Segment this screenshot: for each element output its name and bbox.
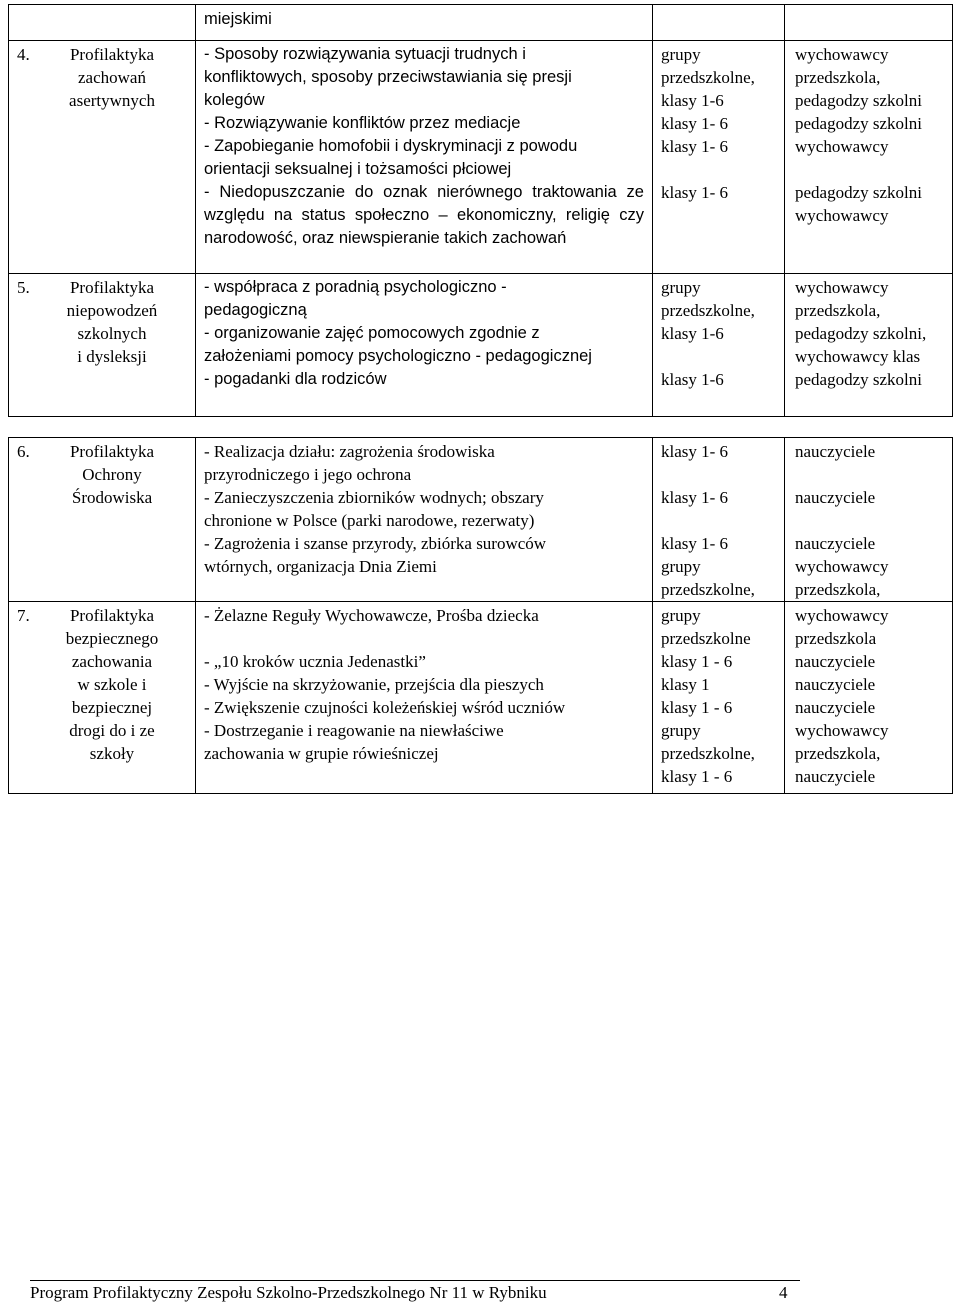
row-4-topic-cell — [9, 41, 196, 274]
page-footer — [30, 1280, 800, 1305]
cell-empty — [9, 5, 196, 41]
row-5-description: - współpraca z poradnią psychologiczno - pedagogiczną - organizowanie zajęć pomocowych zgodnie z założeniami pomocy psychologiczno - pedagogicznej - pogadanki dla rodziców — [196, 274, 653, 417]
page-number: 4 — [779, 1283, 788, 1302]
row-topic: Profilaktyka niepowodzeń szkolnych i dysleksji — [66, 278, 158, 366]
row-6-groups: klasy 1- 6 klasy 1- 6 klasy 1- 6 grupy przedszkolne, — [653, 438, 785, 602]
program-table-1 — [8, 4, 953, 417]
row-4-groups: grupy przedszkolne, klasy 1-6 klasy 1- 6 klasy 1- 6 klasy 1- 6 — [653, 41, 785, 274]
row-4-responsible: wychowawcy przedszkola, pedagodzy szkolni pedagodzy szkolni wychowawcy pedagodzy szkolni wychowawcy — [785, 41, 953, 274]
row-topic: Profilaktyka zachowań asertywnych — [69, 45, 155, 110]
cell-empty — [785, 5, 953, 41]
row-6-topic-cell — [9, 438, 196, 602]
row-number: 6. — [17, 442, 30, 461]
row-4-description: - Sposoby rozwiązywania sytuacji trudnych i konfliktowych, sposoby przeciwstawiania się presji kolegów - Rozwiązywanie konfliktów przez mediacje - Zapobieganie homofobii i dyskryminacji z powodu orientacji seksualnej i tożsamości płciowej - Niedopuszczanie do oznak nierównego traktowania ze względu na status społeczno – ekonomiczny, religię czy narodowość, oraz niewspieranie takich zachowań — [196, 41, 653, 274]
row-number: 7. — [17, 606, 30, 625]
row-5-responsible: wychowawcy przedszkola, pedagodzy szkolni, wychowawcy klas pedagodzy szkolni — [785, 274, 953, 417]
row-6-responsible: nauczyciele nauczyciele nauczyciele wychowawcy przedszkola, — [785, 438, 953, 602]
row-7-topic-cell — [9, 602, 196, 794]
row-5-groups: grupy przedszkolne, klasy 1-6 klasy 1-6 — [653, 274, 785, 417]
prev-row-tail: miejskimi — [196, 5, 653, 41]
row-7-groups: grupy przedszkolne klasy 1 - 6 klasy 1 klasy 1 - 6 grupy przedszkolne, klasy 1 - 6 — [653, 602, 785, 794]
row-7-description: - Żelazne Reguły Wychowawcze, Prośba dziecka - „10 kroków ucznia Jedenastki” - Wyjście na skrzyżowanie, przejścia dla pieszych - Zwiększenie czujności koleżeńskiej wśród uczniów - Dostrzeganie i reagowanie na niewłaściwe zachowania w grupie rówieśniczej — [196, 602, 653, 794]
row-topic: Profilaktyka bezpiecznego zachowania w szkole i bezpiecznej drogi do i ze szkoły — [65, 606, 159, 763]
row-6-description: - Realizacja działu: zagrożenia środowiska przyrodniczego i jego ochrona - Zanieczyszczenia zbiorników wodnych; obszary chronione w Polsce (parki narodowe, rezerwaty) - Zagrożenia i szanse przyrody, zbiórka surowców wtórnych, organizacja Dnia Ziemi — [196, 438, 653, 602]
footer-text: Program Profilaktyczny Zespołu Szkolno-Przedszkolnego Nr 11 w Rybniku — [30, 1283, 547, 1302]
row-7-responsible: wychowawcy przedszkola nauczyciele nauczyciele nauczyciele wychowawcy przedszkola, nauczyciele — [785, 602, 953, 794]
program-table-2 — [8, 437, 953, 794]
row-number: 5. — [17, 278, 30, 297]
row-5-topic-cell — [9, 274, 196, 417]
row-number: 4. — [17, 45, 30, 64]
row-topic: Profilaktyka Ochrony Środowiska — [69, 442, 155, 507]
cell-empty — [653, 5, 785, 41]
